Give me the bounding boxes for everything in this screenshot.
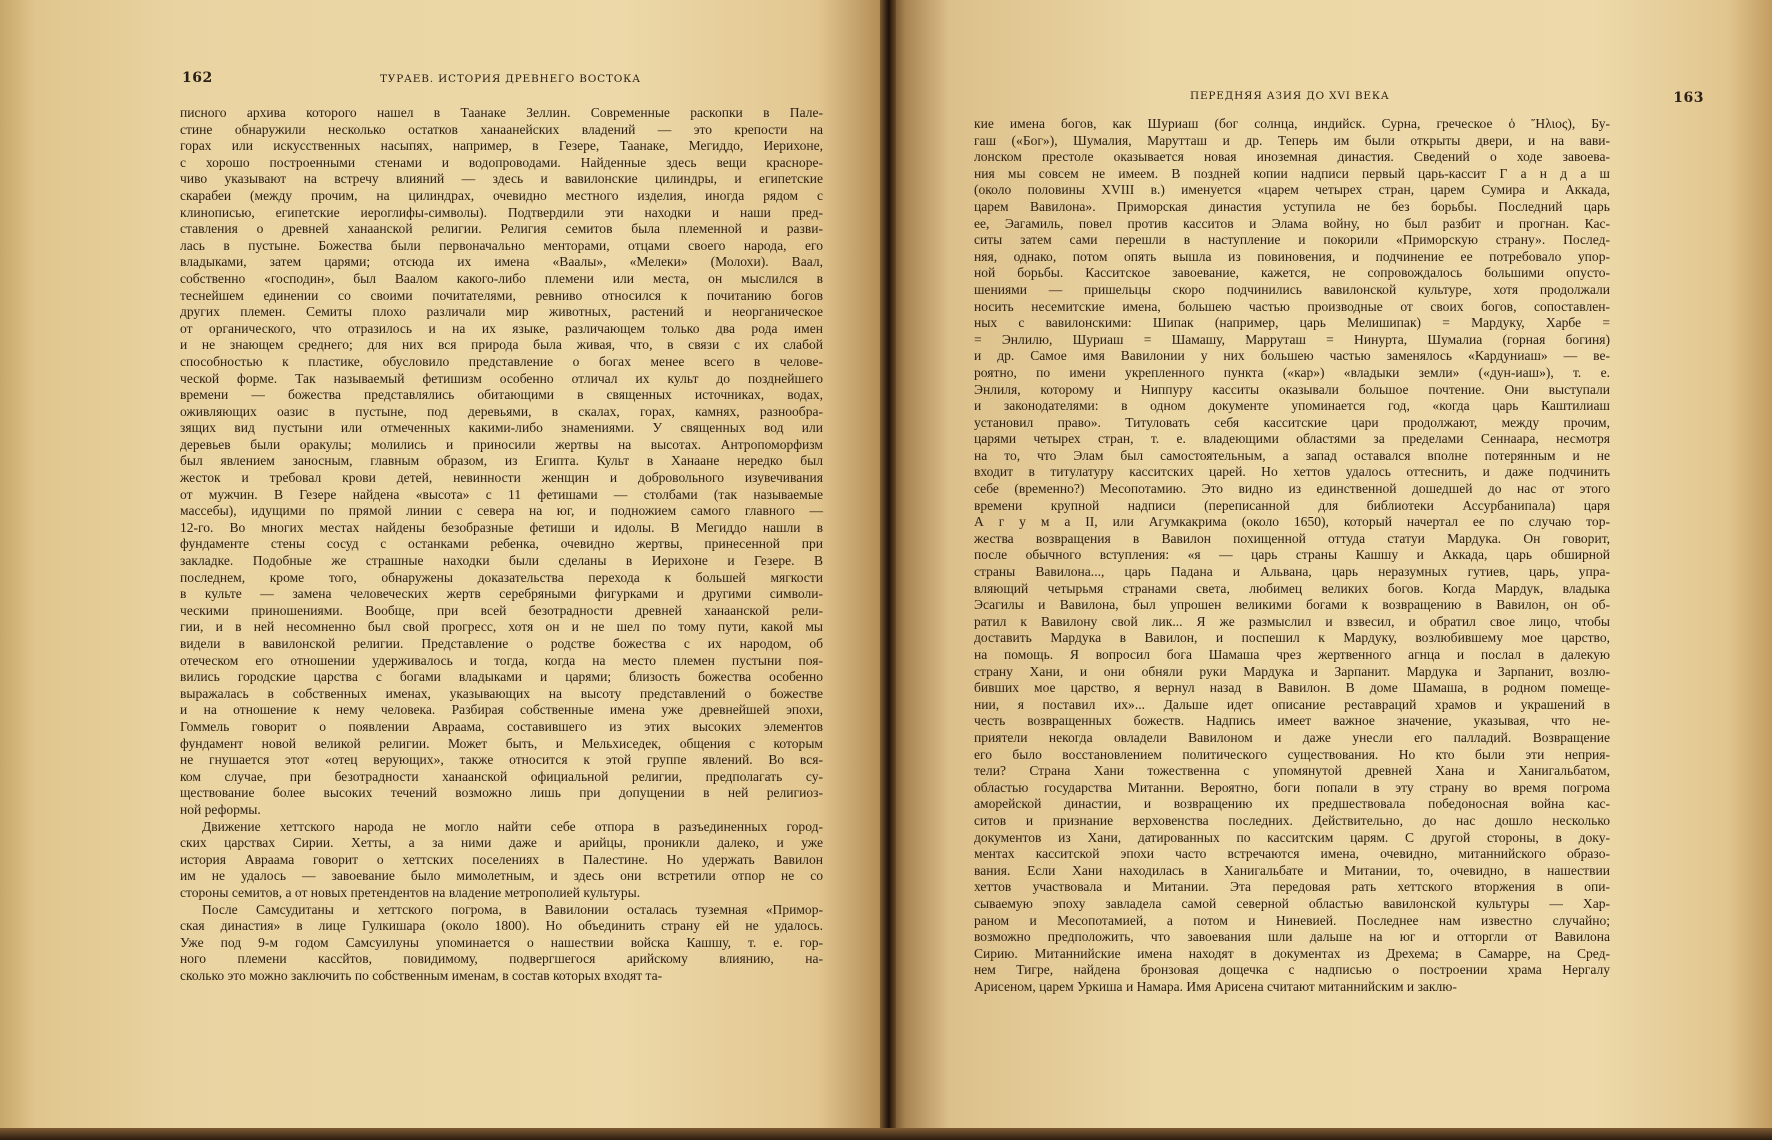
text-line: других племен. Семиты плохо различали мир животных, растений и неорганическое [180, 304, 823, 320]
text-line: сколько это можно заключить по собственным именам, в состав которых входят та- [180, 967, 663, 983]
text-line: ного племени кассйтов, повидимому, подвергшегося арийскому влиянию, на- [180, 951, 823, 967]
text-line: фундаменте стены сосуд с останками ребенка, очевидно жертвы, принесенной при [180, 536, 823, 552]
text-line: возможно предположить, что завоевания шли дальше на юг и отторгли от Вавилона [974, 929, 1610, 945]
text-line: 12-го. Во многих местах найдены безобразные фетиши и идолы. В Мегиддо нашли в [180, 519, 823, 535]
text-line: (около половины XVIII в.) именуется «царем четырех стран, царем Сумира и Аккада, [974, 182, 1610, 198]
text-line: ком случае, при безотрадности ханаанской официальной религии, предполагать су- [180, 768, 823, 784]
text-line: раном и Месопотамией, а потом и Ниневией. Последнее нам известно случайно; [974, 912, 1610, 928]
left-running-title: ТУРАЕВ. ИСТОРИЯ ДРЕВНЕГО ВОСТОКА [380, 73, 641, 85]
text-line: хеттов участвовала и Митании. Эта передовая рать хеттского вторжения в опи- [974, 879, 1610, 895]
text-line: тели? Страна Хани тожественна с упомянутой древней Хана и Ханигальбатом, [974, 763, 1610, 779]
text-line: деревьев были оракулы; молились и приносили жертвы на высотах. Антропоморфизм [180, 436, 823, 452]
text-line: история Авраама говорит о хеттских поселениях в Палестине. Но удержать Вавилон [180, 851, 823, 867]
text-line: ной реформы. [180, 801, 261, 817]
text-line: страны Вавилона..., царь Падана и Альвана, царь неразумных гутиев, царь, упра- [974, 564, 1610, 580]
text-line: Эсагилы и Вавилона, был упрошен великими богами к возвращению в Вавилон, он об- [974, 597, 1610, 613]
text-line: царем Вавилона». Приморская династия уступила не без борьбы. Последний царь [974, 198, 1610, 214]
text-line: им не удалось — завоевание было мимолетным, и здесь они встретили отпор не со [180, 868, 823, 884]
text-line: жества возвращения в Вавилон похищенной оттуда статуи Мардука. Он говорит, [974, 530, 1610, 546]
text-line: от мужчин. В Гезере найдена «высота» с 11 фетишами — столбами (так называемые [180, 486, 823, 502]
text-line: и др. Самое имя Вавилонии у них большею частью заменялось «Кардуниаш» — ве- [974, 348, 1610, 364]
page-bottom-edge [0, 1128, 1772, 1140]
right-page-number: 163 [1673, 90, 1704, 106]
text-line: не гнушается этот «отец верующих», также относится к этой группе явлений. Во вся- [180, 752, 823, 768]
text-line: Гоммель говорит о появлении Авраама, составившего из этих высоких элементов [180, 718, 823, 734]
text-line: времени — божества представлялись обитающими в священных источниках, водах, [180, 387, 823, 403]
left-page-header [0, 68, 888, 88]
text-line: Сирию. Митаннийские имена находят в документах из Дрехема; в Самарре, на Сред- [974, 945, 1610, 961]
text-line: сываемую эпоху завладела самой северной областью вавилонской культуры — Хар- [974, 895, 1610, 911]
text-line: массебы), идущими по прямой линии с севера на юг, и подножием самого главного — [180, 503, 823, 519]
text-line: отеческом его отношении удерживалось и тогда, когда на место племен пустыни поя- [180, 652, 823, 668]
text-line: нии, я поставил их»... Дальше идет описание реставраций храмов и украшений в [974, 696, 1610, 712]
text-line: роятно, по имени укрепленного пункта («кар») «владыки земли» («дун-иаш»), т. е. [974, 364, 1610, 380]
right-page-text [974, 116, 1610, 995]
text-line: чиво указывают на встречу влияний — здесь и вавилонские цилиндры, и египетские [180, 171, 823, 187]
text-line: владыками, затем царями; отсюда их имена «Ваалы», «Мелеки» (Молохи). Ваал, [180, 254, 823, 270]
text-line: вляющий четырьмя странами света, любимец великих богов. Когда Мардук, владыка [974, 580, 1610, 596]
text-line: лась в пустыне. Божества были первоначально менторами, отцами своего народа, его [180, 237, 823, 253]
text-line: и на отношение к нему человека. Разбирая собственные имена уже древнейшей эпохи, [180, 702, 823, 718]
text-line: гаш («Бог»), Шумалия, Марутташ и др. Теперь им были открыты двери, и на вави- [974, 132, 1610, 148]
right-running-title: ПЕРЕДНЯЯ АЗИЯ ДО XVI ВЕКА [1190, 90, 1390, 102]
text-line: последнем, кроме того, обнаружены доказательства перехода к большей мягкости [180, 569, 823, 585]
text-line: ния мы совсем не имеем. В поздней копии надписи первый царь-кассит Г а н д а ш [974, 165, 1610, 181]
text-line: писного архива которого нашел в Таанаке Зеллин. Современные раскопки в Пале- [180, 105, 823, 120]
text-line: доставить Мардука в Вавилон, и поспешил к Мардуку, возлюбившему мое царство, [974, 630, 1610, 646]
text-line: себе (временно?) Месопотамию. Это видно из единственной дошедшей до нас от этого [974, 481, 1610, 497]
text-line: аморейской династии, и возвращению их предшествовала победоносная война кас- [974, 796, 1610, 812]
text-line: ее, Эагамиль, повел против касситов и Элама войну, но был разбит и прогнан. Кас- [974, 215, 1610, 231]
text-line: собственно «господин», был Ваалом какого-либо племени или места, он мыслился в [180, 270, 823, 286]
text-line: нем Тигре, найдена бронзовая дощечка с надписью о построении храма Нергалу [974, 962, 1610, 978]
text-line: стороны семитов, а от новых претендентов на владение метрополией культуры. [180, 884, 641, 900]
text-line: на то, что Элам был самостоятельным, а запад оставался вполне потерянным и не [974, 447, 1610, 463]
text-line: Энлиля, которому и Ниппуру касситы оказывали большое почтение. Они выступали [974, 381, 1610, 397]
text-line: Уже под 9-м годом Самсуилуны упоминается о нашествии войска Кашшу, т. е. гор- [180, 934, 823, 950]
text-line: стине обнаружили несколько остатков ханаанейских владений — это крепости на [180, 121, 823, 137]
text-line: зящих вид пустыни или отмеченных какими-либо знамениями. У священных вод или [180, 420, 823, 436]
text-line: скарабеи (между прочим, на цилиндрах, очевидно местного изделия, иногда рядом с [180, 187, 823, 203]
text-line: После Самсудитаны и хеттского погрома, в Вавилонии осталась туземная «Примор- [202, 901, 823, 917]
text-line: честь возвращенных божеств. Надпись имеет важное значение, указывая, что не- [974, 713, 1610, 729]
text-line: входит в титулатуру касситских царей. Но хеттов удалось оттеснить, и даже подчинить [974, 464, 1610, 480]
text-line: = Энлилю, Шуриаш = Шамашу, Марруташ = Нинурта, Шумалиа (горная богиня) [974, 331, 1610, 347]
text-line: установил право». Титуловать себя касситские цари продолжают, между прочим, [974, 414, 1610, 430]
text-line: ческими приношениями. Вообще, при всей безотрадности древней ханаанской рели- [180, 602, 823, 618]
text-line: был явлением заносным, главным образом, из Египта. Культ в Ханаане нередко был [180, 453, 823, 469]
text-line: выражалась в собственных именах, указывающих на высоту представлений о божестве [180, 685, 823, 701]
text-line: вились городские царства с богами владыками и царями; близость божества особенно [180, 669, 823, 685]
text-line: его было восстановлением политического существования. Но кто были эти неприя- [974, 746, 1610, 762]
text-line: Движение хеттского народа не могло найти себе отпора в разъединенных город- [202, 818, 823, 834]
text-line: ществование более высоких течений возможно лишь при допущении в ней религиоз- [180, 785, 823, 801]
text-line: времени крупной надписи (переписанной для библиотеки Ассурбанипала) царя [974, 497, 1610, 513]
text-line: горах или искусственных насыпях, например, в Гезере, Таанаке, Мегиддо, Иерихоне, [180, 138, 823, 154]
text-line: на помощь. Я вопросил бога Шамаша чрез жертвенного агнца и послал в далекую [974, 647, 1610, 662]
text-line: кие имена богов, как Шуриаш (бог солнца, индийск. Сурна, греческое ὁ Ἥλιος), Бу- [974, 116, 1610, 131]
text-line: закладке. Подобные же страшные находки были сделаны в Иерихоне и Гезере. В [180, 553, 823, 569]
text-line: клинописью, египетские иероглифы-символы). Подтвердили эти находки и наши пред- [180, 204, 823, 220]
text-line: ских царствах Сирии. Хетты, а за ними даже и арийцы, проникли далеко, и уже [180, 835, 823, 851]
text-line: документов из Хани, датированных по касситским царям. С другой стороны, в доку- [974, 829, 1610, 845]
text-line: способностью к пластике, обусловило представление о богах менее всего в челове- [180, 353, 823, 369]
text-line: в культе — замена человеческих жертв серебряными фигурками и другими символи- [180, 586, 823, 602]
text-line: ситы затем сами перешли в наступление и покорили «Приморскую страну». Послед- [974, 232, 1610, 248]
text-line: шениями — пришельцы скоро подчинились вавилонской культуре, хотя продолжали [974, 281, 1610, 297]
text-line: после обычного вступления: «я — царь страны Кашшу и Аккада, царь обширной [974, 547, 1610, 563]
text-line: ситов и признание верховенства последних. Действительно, до нас дошло несколько [974, 812, 1610, 828]
text-line: ных с вавилонскими: Шипак (например, царь Мелишипак) = Мардуку, Харбе = [974, 315, 1610, 331]
right-page-header [888, 68, 1772, 106]
right-page [888, 0, 1772, 1140]
text-line: ставления о древней ханаанской религии. Религия семитов была племенной и разви- [180, 221, 823, 237]
text-line: ной борьбы. Касситское завоевание, кажется, не сопровождалось большими опусто- [974, 265, 1610, 281]
text-line: оживляющих оазис в пустыне, под деревьями, в скалах, горах, камнях, разнообра- [180, 403, 823, 419]
text-line: жесток и требовал крови детей, невинности женщин и добровольного изувечивания [180, 470, 823, 486]
text-line: ческой форме. Так называемый фетишизм особенно отличал их культ до позднейшего [180, 370, 823, 386]
left-page-number: 162 [182, 70, 213, 86]
book-gutter [880, 0, 896, 1140]
text-line: и не знающем среднего; для них вся природа была живая, что, в связи с их слабой [180, 337, 823, 353]
text-line: страну Хани, и они обняли руки Мардука и Зарпанит. Мардука и Зарпанит, возлю- [974, 663, 1610, 679]
text-line: бивших мое царство, я вернул назад в Вавилон. В доме Шамаша, в родном помеще- [974, 680, 1610, 696]
text-line: гии, и в ней несомненно был свой прогресс, хотя он и не шел по тому пути, какой мы [180, 619, 823, 635]
text-line: и законодателями: в одном документе упоминается год, «когда царь Каштилиаш [974, 398, 1610, 414]
text-line: с хорошо построенными стенами и водопроводами. Найденные здесь вещи красноре- [180, 154, 823, 170]
text-line: областью государства Митанни. Вероятно, боги попали в эту страну во время погрома [974, 779, 1610, 795]
text-line: ратил к Вавилону свой лик... Я же размыслил и взвесил, и обратил свое лицо, чтобы [974, 613, 1610, 629]
text-line: видели в вавилонской религии. Представление о родстве божества с их народом, об [180, 636, 823, 651]
text-line: ская династия» в лице Гулкишара (около 1800). Но объединить страну ей не удалось. [180, 918, 823, 934]
text-line: от органического, что отразилось и на их языке, различающем только два рода имен [180, 320, 823, 336]
text-line: вания. Если Хани находилась в Ханигальбате и Митании, то, очевидно, в нашествии [974, 862, 1610, 878]
text-line: Арисеном, царем Уркиша и Намара. Имя Арисена считают митаннийским и заклю- [974, 978, 1457, 994]
text-line: лонском престоле оказывается новая иноземная династия. Сведений о ходе завоева- [974, 149, 1610, 165]
text-line: ментах касситской эпохи часто встречаются имена, очевидно, митаннийского образо- [974, 846, 1610, 862]
text-line: фундамент новой великой религии. Может быть, и Мельхиседек, общения с которым [180, 735, 823, 751]
text-line: приятели некогда овладели Вавилоном и даже унесли его палладий. Возвращение [974, 729, 1610, 745]
text-line: А г у м а II, или Агумкакрима (около 1650), который начертал ее по случаю тор- [974, 514, 1610, 530]
left-page-text [180, 105, 823, 984]
text-line: теснейшем единении со своими почитателями, ревниво относился к почитанию богов [180, 287, 823, 303]
text-line: царями четырех стран, т. е. владеющими областями за пределами Сеннаара, несмотря [974, 431, 1610, 447]
text-line: няя, однако, потом опять вышла из повиновения, и подчинение ее потребовало упор- [974, 248, 1610, 264]
text-line: носить несемитские имена, большею частью производные от своих богов, сопоставлен- [974, 298, 1610, 314]
